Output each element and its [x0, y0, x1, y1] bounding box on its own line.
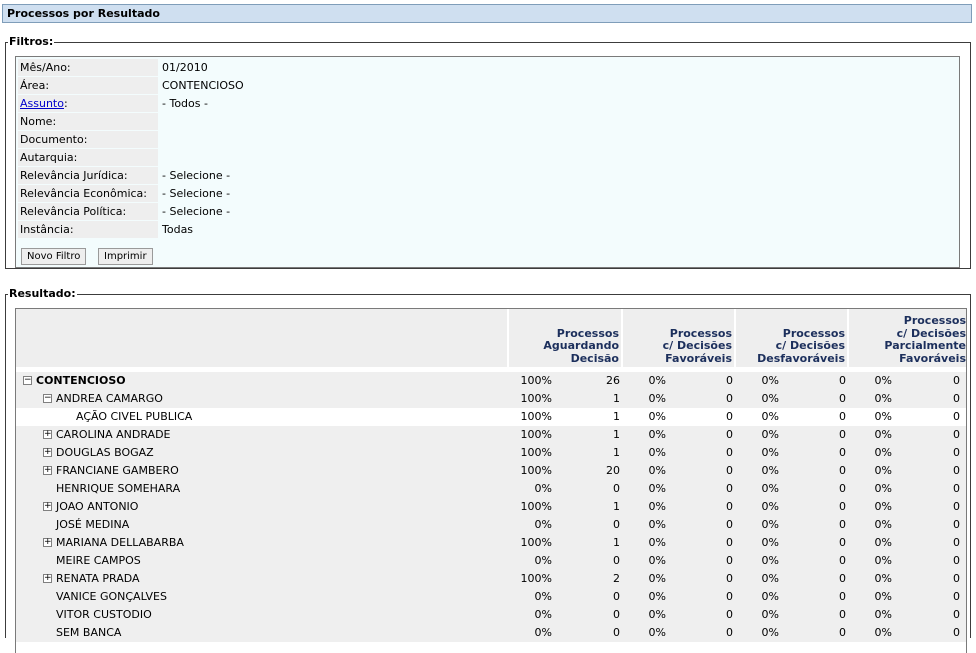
cell-percent: 0%: [874, 518, 892, 531]
filter-label: Área:: [18, 77, 158, 94]
filter-value: - Todos -: [162, 97, 208, 110]
cell-count: 0: [726, 572, 733, 585]
table-row: [16, 462, 967, 480]
expand-icon[interactable]: +: [44, 447, 52, 457]
filter-row: [18, 185, 958, 203]
cell-count: 1: [613, 536, 620, 549]
column-header-line: Decisão: [570, 351, 619, 365]
cell-percent: 0%: [874, 626, 892, 639]
cell-percent: 0%: [648, 536, 666, 549]
column-header-line: Favoráveis: [899, 351, 966, 365]
table-row: [16, 480, 967, 498]
cell-count: 0: [839, 572, 846, 585]
cell-percent: 0%: [648, 518, 666, 531]
row-name: VITOR CUSTODIO: [56, 608, 152, 621]
cell-count: 1: [613, 392, 620, 405]
cell-count: 0: [953, 374, 960, 387]
cell-count: 0: [839, 608, 846, 621]
cell-count: 0: [726, 428, 733, 441]
cell-percent: 0%: [761, 608, 779, 621]
cell-percent: 0%: [648, 446, 666, 459]
table-row: [16, 624, 967, 642]
cell-percent: 0%: [874, 482, 892, 495]
row-name: DOUGLAS BOGAZ: [56, 446, 154, 459]
cell-percent: 0%: [761, 554, 779, 567]
row-name: JOAO ANTONIO: [56, 500, 139, 513]
cell-percent: 0%: [534, 482, 552, 495]
column-header-line: Desfavoráveis: [757, 351, 845, 365]
column-header: [849, 309, 967, 367]
cell-count: 0: [839, 482, 846, 495]
filter-label: Mês/Ano:: [18, 59, 158, 76]
table-row: [16, 606, 967, 624]
cell-count: 0: [726, 464, 733, 477]
table-row: [16, 516, 967, 534]
filter-label: Relevância Política:: [18, 203, 158, 220]
cell-percent: 0%: [761, 374, 779, 387]
cell-percent: 0%: [874, 428, 892, 441]
cell-percent: 0%: [874, 410, 892, 423]
cell-count: 0: [726, 500, 733, 513]
cell-percent: 0%: [874, 590, 892, 603]
cell-percent: 0%: [761, 518, 779, 531]
cell-count: 1: [613, 500, 620, 513]
expand-icon[interactable]: +: [44, 573, 52, 583]
cell-percent: 0%: [761, 482, 779, 495]
cell-count: 0: [613, 608, 620, 621]
cell-count: 0: [839, 428, 846, 441]
filter-value: - Selecione -: [162, 187, 231, 200]
filter-value: - Selecione -: [162, 205, 231, 218]
cell-count: 0: [839, 464, 846, 477]
cell-count: 0: [839, 410, 846, 423]
row-name: AÇÃO CIVEL PUBLICA: [76, 410, 193, 423]
cell-percent: 0%: [761, 410, 779, 423]
cell-count: 1: [613, 446, 620, 459]
cell-count: 20: [606, 464, 620, 477]
results-legend: Resultado:: [9, 287, 76, 300]
cell-percent: 100%: [520, 428, 552, 441]
new-filter-button[interactable]: Novo Filtro: [21, 248, 86, 265]
cell-count: 0: [613, 518, 620, 531]
filter-label: Autarquia:: [18, 149, 158, 166]
filter-row: [18, 131, 958, 149]
cell-count: 0: [726, 392, 733, 405]
row-name: HENRIQUE SOMEHARA: [56, 482, 181, 495]
filter-label: Relevância Econômica:: [18, 185, 158, 202]
cell-percent: 100%: [520, 464, 552, 477]
column-header: [623, 309, 734, 367]
filter-label: [18, 95, 158, 112]
cell-percent: 0%: [648, 410, 666, 423]
filters-legend: Filtros:: [9, 35, 54, 48]
table-row: [16, 444, 967, 462]
filter-row: [18, 59, 958, 77]
cell-count: 0: [726, 608, 733, 621]
cell-count: 0: [953, 536, 960, 549]
cell-percent: 0%: [761, 428, 779, 441]
cell-count: 0: [726, 554, 733, 567]
cell-count: 1: [613, 410, 620, 423]
cell-count: 0: [839, 500, 846, 513]
cell-percent: 0%: [874, 392, 892, 405]
cell-percent: 0%: [534, 518, 552, 531]
cell-percent: 0%: [534, 554, 552, 567]
filter-row: [18, 149, 958, 167]
cell-percent: 0%: [648, 608, 666, 621]
cell-count: 0: [953, 500, 960, 513]
cell-percent: 0%: [648, 590, 666, 603]
cell-percent: 0%: [761, 572, 779, 585]
cell-percent: 0%: [761, 500, 779, 513]
cell-percent: 100%: [520, 536, 552, 549]
column-header-line: Processos: [903, 314, 966, 327]
cell-count: 0: [613, 554, 620, 567]
cell-count: 26: [606, 374, 620, 387]
cell-count: 0: [726, 482, 733, 495]
column-header-line: Processos: [782, 326, 845, 340]
cell-count: 0: [726, 626, 733, 639]
cell-count: 0: [839, 446, 846, 459]
cell-percent: 0%: [534, 626, 552, 639]
cell-count: 0: [839, 626, 846, 639]
cell-count: 0: [726, 590, 733, 603]
filter-value: CONTENCIOSO: [162, 79, 244, 92]
cell-count: 0: [726, 410, 733, 423]
collapse-icon[interactable]: −: [44, 393, 52, 403]
cell-count: 0: [839, 374, 846, 387]
column-header-line: Processos: [669, 326, 732, 340]
cell-percent: 0%: [761, 590, 779, 603]
cell-count: 0: [839, 590, 846, 603]
cell-count: 0: [953, 482, 960, 495]
cell-percent: 0%: [648, 464, 666, 477]
table-row: [16, 426, 967, 444]
filter-row: [18, 221, 958, 239]
filter-row: [18, 203, 958, 221]
row-name: SEM BANCA: [56, 626, 122, 639]
cell-percent: 100%: [520, 392, 552, 405]
print-button[interactable]: Imprimir: [98, 248, 153, 265]
cell-count: 0: [953, 554, 960, 567]
cell-count: 0: [613, 626, 620, 639]
cell-count: 0: [953, 392, 960, 405]
cell-count: 0: [839, 518, 846, 531]
cell-count: 0: [953, 410, 960, 423]
table-header-blank: [16, 309, 507, 367]
cell-percent: 0%: [648, 500, 666, 513]
filter-label: Documento:: [18, 131, 158, 148]
filter-value: Todas: [162, 223, 194, 236]
row-name: JOSÉ MEDINA: [56, 518, 130, 531]
cell-count: 0: [953, 626, 960, 639]
row-name: MARIANA DELLABARBA: [56, 536, 184, 549]
cell-percent: 0%: [648, 572, 666, 585]
table-row: [16, 408, 967, 426]
filter-label: Nome:: [18, 113, 158, 130]
cell-percent: 0%: [874, 500, 892, 513]
cell-percent: 100%: [520, 446, 552, 459]
cell-percent: 0%: [648, 554, 666, 567]
expand-icon[interactable]: +: [44, 465, 52, 475]
cell-percent: 100%: [520, 572, 552, 585]
cell-count: 0: [726, 518, 733, 531]
filter-label: Relevância Jurídica:: [18, 167, 158, 184]
cell-count: 0: [726, 536, 733, 549]
filter-row: [18, 167, 958, 185]
column-header-line: Favoráveis: [665, 351, 732, 365]
cell-count: 0: [953, 590, 960, 603]
filter-value: 01/2010: [162, 61, 208, 74]
table-row: [16, 372, 967, 390]
row-name: VANICE GONÇALVES: [56, 590, 167, 603]
cell-percent: 0%: [534, 590, 552, 603]
cell-percent: 100%: [520, 374, 552, 387]
column-header-line: Processos: [556, 326, 619, 340]
table-row: [16, 498, 967, 516]
filters-panel: [15, 56, 960, 268]
filter-value: - Selecione -: [162, 169, 231, 182]
cell-count: 0: [839, 392, 846, 405]
expand-icon[interactable]: +: [44, 429, 52, 439]
column-header: [736, 309, 847, 367]
cell-percent: 0%: [648, 428, 666, 441]
expand-icon[interactable]: +: [44, 537, 52, 547]
cell-percent: 0%: [648, 626, 666, 639]
subject-link[interactable]: Assunto: [20, 97, 64, 110]
cell-count: 0: [953, 572, 960, 585]
cell-percent: 0%: [761, 392, 779, 405]
cell-count: 0: [953, 464, 960, 477]
cell-percent: 0%: [761, 626, 779, 639]
cell-percent: 0%: [761, 464, 779, 477]
expand-icon[interactable]: +: [44, 501, 52, 511]
column-header-line: c/ Decisões: [775, 339, 845, 352]
column-header-line: c/ Decisões: [896, 326, 966, 340]
table-row: [16, 570, 967, 588]
cell-count: 2: [613, 572, 620, 585]
column-header-line: c/ Decisões: [662, 339, 732, 352]
column-header-line: Parcialmente: [884, 339, 966, 352]
collapse-icon[interactable]: −: [24, 375, 32, 385]
table-row: [16, 534, 967, 552]
cell-percent: 100%: [520, 500, 552, 513]
cell-count: 0: [839, 554, 846, 567]
row-name: RENATA PRADA: [56, 572, 140, 585]
cell-count: 0: [726, 446, 733, 459]
cell-count: 0: [839, 536, 846, 549]
filter-row: [18, 95, 958, 113]
cell-count: 0: [613, 482, 620, 495]
cell-percent: 0%: [874, 464, 892, 477]
cell-percent: 0%: [874, 572, 892, 585]
column-header: [509, 309, 621, 367]
row-name: FRANCIANE GAMBERO: [56, 464, 179, 477]
table-row: [16, 588, 967, 606]
cell-count: 0: [953, 608, 960, 621]
filter-label: Instância:: [18, 221, 158, 238]
results-table: [15, 308, 967, 653]
filter-label-suffix: :: [63, 97, 68, 110]
row-name: CONTENCIOSO: [36, 374, 126, 387]
row-name: ANDREA CAMARGO: [56, 392, 163, 405]
cell-count: 0: [613, 590, 620, 603]
cell-count: 0: [953, 518, 960, 531]
cell-count: 0: [953, 446, 960, 459]
cell-percent: 0%: [648, 392, 666, 405]
cell-count: 1: [613, 428, 620, 441]
filter-row: [18, 113, 958, 131]
cell-percent: 0%: [874, 608, 892, 621]
cell-percent: 0%: [874, 554, 892, 567]
cell-percent: 100%: [520, 410, 552, 423]
row-name: CAROLINA ANDRADE: [56, 428, 171, 441]
filters-fieldset: [5, 36, 971, 269]
column-header-line: Aguardando: [543, 339, 619, 352]
table-row: [16, 390, 967, 408]
cell-count: 0: [726, 374, 733, 387]
page-title: Processos por Resultado: [2, 4, 972, 23]
cell-percent: 0%: [534, 608, 552, 621]
cell-percent: 0%: [761, 536, 779, 549]
cell-percent: 0%: [761, 446, 779, 459]
cell-percent: 0%: [874, 536, 892, 549]
cell-count: 0: [953, 428, 960, 441]
table-row: [16, 552, 967, 570]
cell-percent: 0%: [648, 374, 666, 387]
cell-percent: 0%: [874, 374, 892, 387]
row-name: MEIRE CAMPOS: [56, 554, 141, 567]
cell-percent: 0%: [648, 482, 666, 495]
cell-percent: 0%: [874, 446, 892, 459]
filter-row: [18, 77, 958, 95]
results-fieldset: [5, 288, 971, 638]
